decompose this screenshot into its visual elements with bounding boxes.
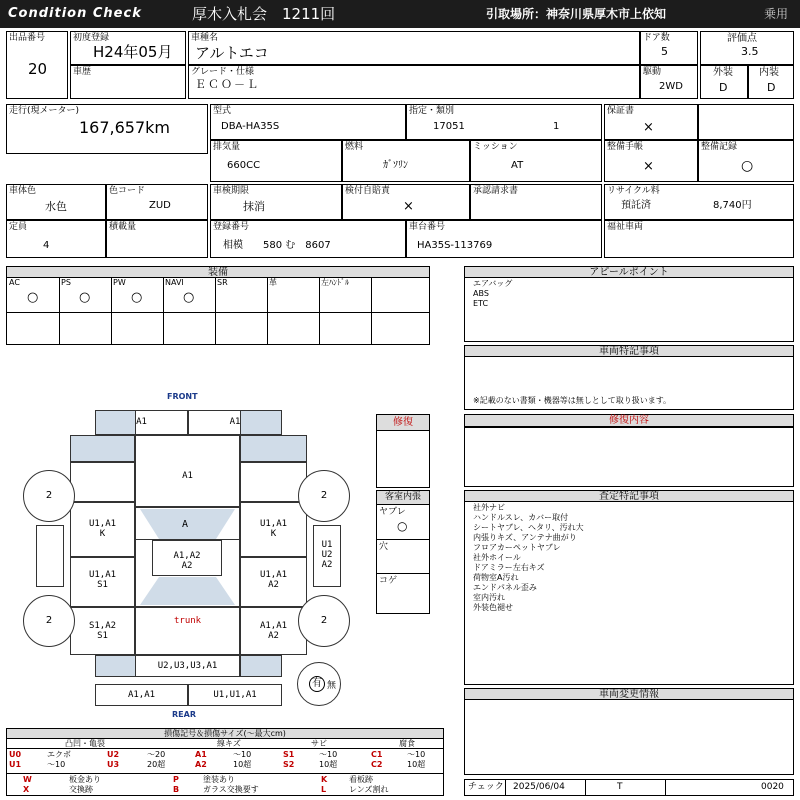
special-note: ※記載のない書類・機器等は無しとして取り扱います。 — [473, 396, 672, 405]
legend-mark-code: K — [321, 775, 328, 784]
score-value: 3.5 — [741, 45, 759, 58]
legend-code: A1 — [195, 750, 207, 759]
inspection-note-line: ドアミラー左右キズ — [473, 563, 545, 572]
hood: A1 — [135, 435, 240, 507]
car-name-value: アルトエコ — [195, 44, 269, 62]
tire-rear-right: 2 — [298, 595, 350, 647]
legend-code: S1 — [283, 750, 295, 759]
equipment-label: PS — [61, 278, 71, 287]
legend-size: エクボ — [47, 750, 71, 759]
approval-cell: 承認請求書 — [470, 184, 602, 220]
trunk: trunk — [135, 607, 240, 655]
repair-marker-box: 修復 — [376, 414, 430, 488]
appeal-title: アピールポイント — [464, 266, 794, 278]
welfare-cell: 福祉車両 — [604, 220, 794, 258]
legend-code: C2 — [371, 760, 383, 769]
doors-cell: ドア数 5 — [640, 31, 698, 65]
legend-size: 10超 — [407, 760, 426, 769]
designation-value: 17051 — [433, 121, 465, 132]
legend-mark-label: レンズ割れ — [349, 785, 389, 794]
spare-present: 有 — [309, 676, 325, 692]
equipment-label: 左ﾊﾝﾄﾞﾙ — [321, 278, 349, 287]
change-info-box — [464, 699, 794, 775]
special-title: 車両特記事項 — [464, 345, 794, 357]
grade-value: ＥＣＯ－Ｌ — [195, 78, 260, 91]
warranty-cell: 保証書 × — [604, 104, 698, 140]
windshield: A — [135, 507, 240, 540]
pickup-location: 引取場所：神奈川県厚木市上依知 — [486, 7, 667, 21]
legend-size: ～10 — [319, 750, 338, 759]
drive-cell: 駆動 2WD — [640, 65, 698, 99]
legend-code: U0 — [9, 750, 22, 759]
front-label: FRONT — [167, 392, 198, 401]
legend-size: ～10 — [407, 750, 426, 759]
logo-text: Condition Check — [8, 6, 142, 21]
legend-size: 10超 — [319, 760, 338, 769]
inspection-note-line: 荷物室A汚れ — [473, 573, 519, 582]
fuel-cell: 燃料 ｶﾞｿﾘﾝ — [342, 140, 470, 182]
recycle-fee: 8,740円 — [713, 200, 752, 211]
legend-mark-label: ガラス交換要す — [203, 785, 259, 794]
insurance-cell: 検付自賠責 × — [342, 184, 470, 220]
legend-mark-label: 看板跡 — [349, 775, 373, 784]
front-bumper-right: A1 — [188, 410, 282, 435]
equipment-label: 革 — [269, 278, 277, 287]
check-number: 0020 — [761, 782, 784, 792]
rear-bumper-left: A1,A1 — [95, 684, 188, 706]
model-value: DBA-HA35S — [221, 121, 280, 132]
equipment-mark: ○ — [183, 290, 195, 305]
mission-value: AT — [511, 160, 524, 171]
lot-number-cell: 出品番号 20 — [6, 31, 68, 99]
legend-size: ～10 — [233, 750, 252, 759]
capacity-cell: 定員 4 — [6, 220, 106, 258]
auction-title: 厚木入札会 1211回 — [192, 5, 336, 23]
grade-cell: グレード・仕様 ＥＣＯ－Ｌ — [188, 65, 640, 99]
recycle-status: 預託済 — [621, 200, 651, 211]
appeal-line: ABS — [473, 289, 489, 298]
color-code-cell: 色コード ZUD — [106, 184, 208, 220]
appeal-box — [464, 277, 794, 342]
mission-cell: ミッション AT — [470, 140, 602, 182]
mileage-value: 167,657km — [79, 118, 171, 137]
vehicle-category: 乗用 — [764, 7, 789, 21]
maintenance-note-value: × — [643, 159, 654, 174]
rear-door-right: U1,A1 A2 — [240, 557, 307, 607]
equipment-mark: ○ — [79, 290, 91, 305]
check-inspector: T — [617, 782, 623, 792]
rear-bumper-right: U1,U1,A1 — [188, 684, 282, 706]
inspection-note-line: 社外ホイール — [473, 553, 521, 562]
cabin-r1-mark: ○ — [397, 519, 408, 533]
equipment-label: PW — [113, 278, 126, 287]
score-cell: 評価点 3.5 — [700, 31, 794, 65]
repair-title: 修復内容 — [464, 414, 794, 427]
history-cell: 車歴 — [70, 65, 186, 99]
equipment-label: AC — [9, 278, 20, 287]
color-code-value: ZUD — [149, 200, 171, 211]
reg-no-cell: 登録番号 相模 580 む 8607 — [210, 220, 406, 258]
color-cell: 車体色 水色 — [6, 184, 106, 220]
change-info-title: 車両変更情報 — [464, 688, 794, 700]
appeal-line: エアバッグ — [473, 279, 513, 288]
rear-panel: U2,U3,U3,A1 — [135, 655, 240, 677]
legend-size: ～10 — [47, 760, 66, 769]
doors-value: 5 — [661, 45, 668, 58]
interior-value: D — [767, 81, 776, 94]
legend-mark-code: L — [321, 785, 327, 794]
legend-code: A2 — [195, 760, 207, 769]
chassis-cell: 車台番号 HA35S-113769 — [406, 220, 602, 258]
tire-front-left: 2 — [23, 470, 75, 522]
legend-mark-label: 交換跡 — [69, 785, 93, 794]
tire-rear-left: 2 — [23, 595, 75, 647]
spare-none: 無 — [327, 681, 337, 691]
front-bumper-left: A1 — [95, 410, 188, 435]
repair-box — [464, 427, 794, 487]
warranty-value: × — [643, 120, 654, 135]
rear-door-left: U1,A1 S1 — [70, 557, 135, 607]
roof: A1,A2 A2 — [152, 540, 222, 576]
inspection-note-line: ハンドルスレ、カバー取付 — [473, 513, 569, 522]
special-box — [464, 356, 794, 410]
inspection-note-line: 社外ナビ — [473, 503, 505, 512]
car-name-cell: 車種名 アルトエコ — [188, 31, 640, 65]
inspection-cell: 車検期限 抹消 — [210, 184, 342, 220]
maintenance-rec-cell: 整備記録 ○ — [698, 140, 794, 182]
equipment-title: 装備 — [6, 266, 430, 278]
reg-no-value: 相模 580 む 8607 — [223, 240, 331, 251]
legend-size: 10超 — [233, 760, 252, 769]
legend-code: S2 — [283, 760, 295, 769]
legend-mark-label: 塗装あり — [203, 775, 235, 784]
model-cell: 型式 DBA-HA35S — [210, 104, 406, 140]
equipment-mark: ○ — [27, 290, 39, 305]
maintenance-rec-value: ○ — [741, 158, 754, 174]
equipment-table — [6, 277, 430, 345]
spare-tire — [297, 662, 341, 706]
front-door-right: U1,A1 K — [240, 502, 307, 557]
rear-glass — [135, 576, 240, 607]
equipment-label: SR — [217, 278, 228, 287]
load-cell: 積載量 — [106, 220, 208, 258]
legend-mark-label: 板金あり — [69, 775, 101, 784]
legend-size: ～20 — [147, 750, 166, 759]
equipment-label: NAVI — [165, 278, 184, 287]
legend-mark-code: X — [23, 785, 30, 794]
fender-left — [70, 462, 135, 502]
first-reg-cell: 初度登録 H24年05月 — [70, 31, 186, 65]
legend-mark-code: P — [173, 775, 179, 784]
legend-title: 損傷記号＆損傷サイズ(～最大cm) — [7, 729, 443, 739]
legend-mark-code: W — [23, 775, 32, 784]
displacement-value: 660CC — [227, 160, 261, 171]
legend-code: U3 — [107, 760, 120, 769]
insurance-value: × — [403, 199, 414, 214]
inspection-note-line: フロアカーペットヤブレ — [473, 543, 561, 552]
inspection-value: 抹消 — [243, 200, 265, 213]
header-bar — [0, 0, 800, 28]
equipment-mark: ○ — [131, 290, 143, 305]
fender-right — [240, 462, 307, 502]
chassis-value: HA35S-113769 — [417, 240, 493, 251]
fuel-value: ｶﾞｿﾘﾝ — [383, 160, 408, 171]
blank-cell-1 — [698, 104, 794, 140]
exterior-value: D — [719, 81, 728, 94]
tire-front-right: 2 — [298, 470, 350, 522]
interior-cell: 内装 D — [748, 65, 794, 99]
check-date: 2025/06/04 — [513, 782, 565, 792]
legend-size: 20超 — [147, 760, 166, 769]
designation-cell: 指定・類別 17051 1 — [406, 104, 602, 140]
recycle-cell: リサイクル料 預託済 8,740円 — [604, 184, 794, 220]
maintenance-note-cell: 整備手帳 × — [604, 140, 698, 182]
mileage-cell: 走行(現メーター) 167,657km — [6, 104, 208, 154]
inspection-notes-title: 査定特記事項 — [464, 490, 794, 502]
cabin-box: 客室内張 ヤブレ ○ 穴 コゲ — [376, 490, 430, 614]
appeal-line: ETC — [473, 299, 489, 308]
mirror-left — [36, 525, 64, 587]
inspection-note-line: 内張りキズ、アンテナ曲がり — [473, 533, 577, 542]
legend-code: U2 — [107, 750, 120, 759]
quarter-left: S1,A2 S1 — [70, 607, 135, 655]
lot-number: 20 — [28, 60, 48, 78]
quarter-right: A1,A1 A2 — [240, 607, 307, 655]
check-row: チェック 2025/06/04 T 0020 — [464, 779, 794, 796]
inspection-note-line: エンドパネル歪み — [473, 583, 537, 592]
legend-code: U1 — [9, 760, 22, 769]
capacity-value: 4 — [43, 240, 50, 251]
inspection-note-line: シートヤブレ、ヘタリ、汚れ大 — [473, 523, 584, 532]
side-panel-right: U1 U2 A2 — [313, 525, 341, 587]
legend-code: C1 — [371, 750, 383, 759]
rear-label: REAR — [172, 710, 196, 719]
exterior-cell: 外装 D — [700, 65, 748, 99]
first-reg-value: H24年05月 — [93, 43, 173, 61]
color-value: 水色 — [45, 200, 67, 213]
inspection-note-line: 外装色褪せ — [473, 603, 513, 612]
legend: 損傷記号＆損傷サイズ(～最大cm) 凸凹・亀裂 線キズ サビ 腐食 U0 エクボ U2 ～20 A1 ～10 S1 ～10 C1 ～10 U1 ～10 U3 20超 A2 10超 S2 10超 C2 10超 W 板金あり P 塗装あり K 看板跡 X 交換跡 B ガラス交換要す L レンズ割れ — [6, 728, 444, 796]
displacement-cell: 排気量 660CC — [210, 140, 342, 182]
drive-value: 2WD — [659, 81, 683, 92]
inspection-note-line: 室内汚れ — [473, 593, 505, 602]
category-no-value: 1 — [553, 121, 560, 132]
legend-mark-code: B — [173, 785, 180, 794]
front-door-left: U1,A1 K — [70, 502, 135, 557]
inspection-notes-box — [464, 501, 794, 685]
